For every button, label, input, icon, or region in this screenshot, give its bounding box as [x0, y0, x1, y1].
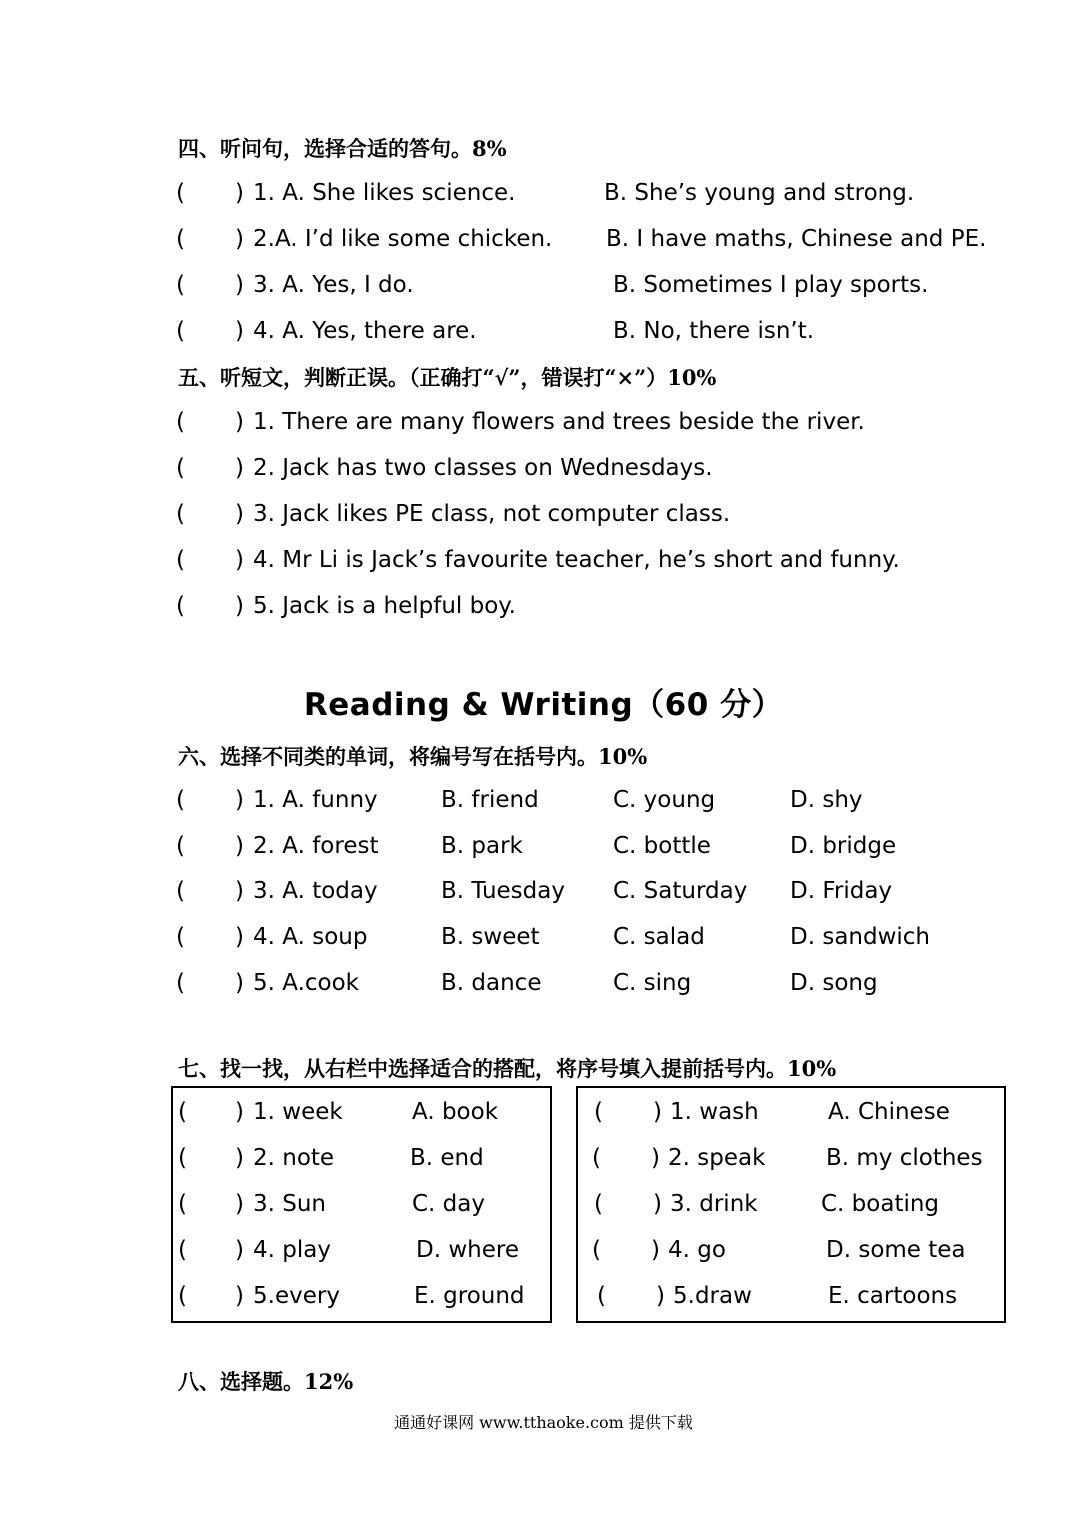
match-option: E. ground — [414, 1283, 525, 1309]
match-word: 5.draw — [673, 1283, 752, 1309]
option-a: 1. A. funny — [253, 787, 378, 813]
open-paren: ( — [178, 1145, 187, 1171]
open-paren: ( — [176, 226, 185, 252]
close-paren: ) — [653, 1191, 662, 1217]
option-c: C. sing — [613, 970, 692, 996]
option-a: 4. A. soup — [253, 924, 368, 950]
option-b: B. friend — [441, 787, 539, 813]
open-paren: ( — [178, 1099, 187, 1125]
match-word: 4. go — [668, 1237, 726, 1263]
option-b: B. No, there isn’t. — [613, 318, 815, 344]
open-paren: ( — [176, 547, 185, 573]
option-d: D. shy — [790, 787, 863, 813]
match-option: C. day — [412, 1191, 485, 1217]
close-paren: ) — [651, 1145, 660, 1171]
close-paren: ) — [235, 318, 244, 344]
open-paren: ( — [176, 180, 185, 206]
match-word: 3. drink — [670, 1191, 758, 1217]
close-paren: ) — [235, 833, 244, 859]
open-paren: ( — [176, 455, 185, 481]
open-paren: ( — [176, 970, 185, 996]
option-a: 1. A. She likes science. — [253, 180, 516, 206]
option-d: D. song — [790, 970, 878, 996]
close-paren: ) — [235, 1237, 244, 1263]
option-a: 3. A. today — [253, 878, 378, 904]
open-paren: ( — [594, 1191, 603, 1217]
option-c: C. bottle — [613, 833, 711, 859]
option-c: C. Saturday — [613, 878, 748, 904]
close-paren: ) — [235, 455, 244, 481]
close-paren: ) — [235, 970, 244, 996]
option-d: D. Friday — [790, 878, 893, 904]
option-a: 4. A. Yes, there are. — [253, 318, 477, 344]
section8-heading: 八、选择题。12% — [178, 1369, 354, 1394]
open-paren: ( — [176, 833, 185, 859]
option-b: B. She’s young and strong. — [604, 180, 915, 206]
statement: 3. Jack likes PE class, not computer class. — [253, 501, 731, 527]
option-a: 3. A. Yes, I do. — [253, 272, 414, 298]
open-paren: ( — [176, 787, 185, 813]
open-paren: ( — [592, 1145, 601, 1171]
match-word: 2. speak — [668, 1145, 766, 1171]
close-paren: ) — [235, 272, 244, 298]
open-paren: ( — [597, 1283, 606, 1309]
match-option: A. book — [412, 1099, 499, 1125]
statement: 4. Mr Li is Jack’s favourite teacher, he’s short and funny. — [253, 547, 900, 573]
match-word: 3. Sun — [253, 1191, 327, 1217]
option-a: 2.A. I’d like some chicken. — [253, 226, 553, 252]
match-option: A. Chinese — [828, 1099, 950, 1125]
statement: 5. Jack is a helpful boy. — [253, 593, 516, 619]
close-paren: ) — [235, 226, 244, 252]
match-option: B. end — [410, 1145, 484, 1171]
section4-heading: 四、听问句，选择合适的答句。8% — [178, 136, 507, 161]
option-a: 5. A.cook — [253, 970, 360, 996]
match-word: 2. note — [253, 1145, 335, 1171]
match-word: 4. play — [253, 1237, 331, 1263]
match-option: C. boating — [821, 1191, 940, 1217]
close-paren: ) — [235, 1283, 244, 1309]
match-word: 5.every — [253, 1283, 340, 1309]
option-b: B. park — [441, 833, 523, 859]
section5-heading: 五、听短文，判断正误。（正确打“√”，错误打“×”）10% — [178, 365, 717, 390]
statement: 2. Jack has two classes on Wednesdays. — [253, 455, 713, 481]
open-paren: ( — [178, 1283, 187, 1309]
close-paren: ) — [235, 180, 244, 206]
match-option: D. some tea — [826, 1237, 966, 1263]
open-paren: ( — [176, 878, 185, 904]
open-paren: ( — [176, 409, 185, 435]
part-title: Reading & Writing（60 分） — [303, 687, 784, 723]
open-paren: ( — [178, 1237, 187, 1263]
option-c: C. young — [613, 787, 716, 813]
match-word: 1. week — [253, 1099, 343, 1125]
open-paren: ( — [592, 1237, 601, 1263]
close-paren: ) — [235, 1145, 244, 1171]
statement: 1. There are many flowers and trees beside the river. — [253, 409, 865, 435]
open-paren: ( — [178, 1191, 187, 1217]
option-d: D. sandwich — [790, 924, 931, 950]
close-paren: ) — [235, 501, 244, 527]
open-paren: ( — [176, 593, 185, 619]
match-word: 1. wash — [670, 1099, 759, 1125]
close-paren: ) — [235, 547, 244, 573]
close-paren: ) — [235, 878, 244, 904]
match-option: B. my clothes — [826, 1145, 983, 1171]
match-option: E. cartoons — [828, 1283, 958, 1309]
open-paren: ( — [594, 1099, 603, 1125]
open-paren: ( — [176, 924, 185, 950]
close-paren: ) — [653, 1099, 662, 1125]
close-paren: ) — [656, 1283, 665, 1309]
close-paren: ) — [235, 1099, 244, 1125]
close-paren: ) — [651, 1237, 660, 1263]
option-b: B. Sometimes I play sports. — [613, 272, 929, 298]
option-b: B. dance — [441, 970, 542, 996]
option-d: D. bridge — [790, 833, 897, 859]
open-paren: ( — [176, 501, 185, 527]
option-b: B. Tuesday — [441, 878, 565, 904]
footer-source: 通通好课网 www.tthaoke.com 提供下载 — [394, 1413, 693, 1432]
close-paren: ) — [235, 409, 244, 435]
option-c: C. salad — [613, 924, 705, 950]
option-b: B. sweet — [441, 924, 540, 950]
close-paren: ) — [235, 1191, 244, 1217]
match-option: D. where — [416, 1237, 519, 1263]
section7-heading: 七、找一找，从右栏中选择适合的搭配，将序号填入提前括号内。10% — [178, 1056, 837, 1081]
open-paren: ( — [176, 272, 185, 298]
open-paren: ( — [176, 318, 185, 344]
option-a: 2. A. forest — [253, 833, 379, 859]
close-paren: ) — [235, 924, 244, 950]
section6-heading: 六、选择不同类的单词，将编号写在括号内。10% — [178, 744, 648, 769]
option-b: B. I have maths, Chinese and PE. — [606, 226, 987, 252]
close-paren: ) — [235, 787, 244, 813]
close-paren: ) — [235, 593, 244, 619]
